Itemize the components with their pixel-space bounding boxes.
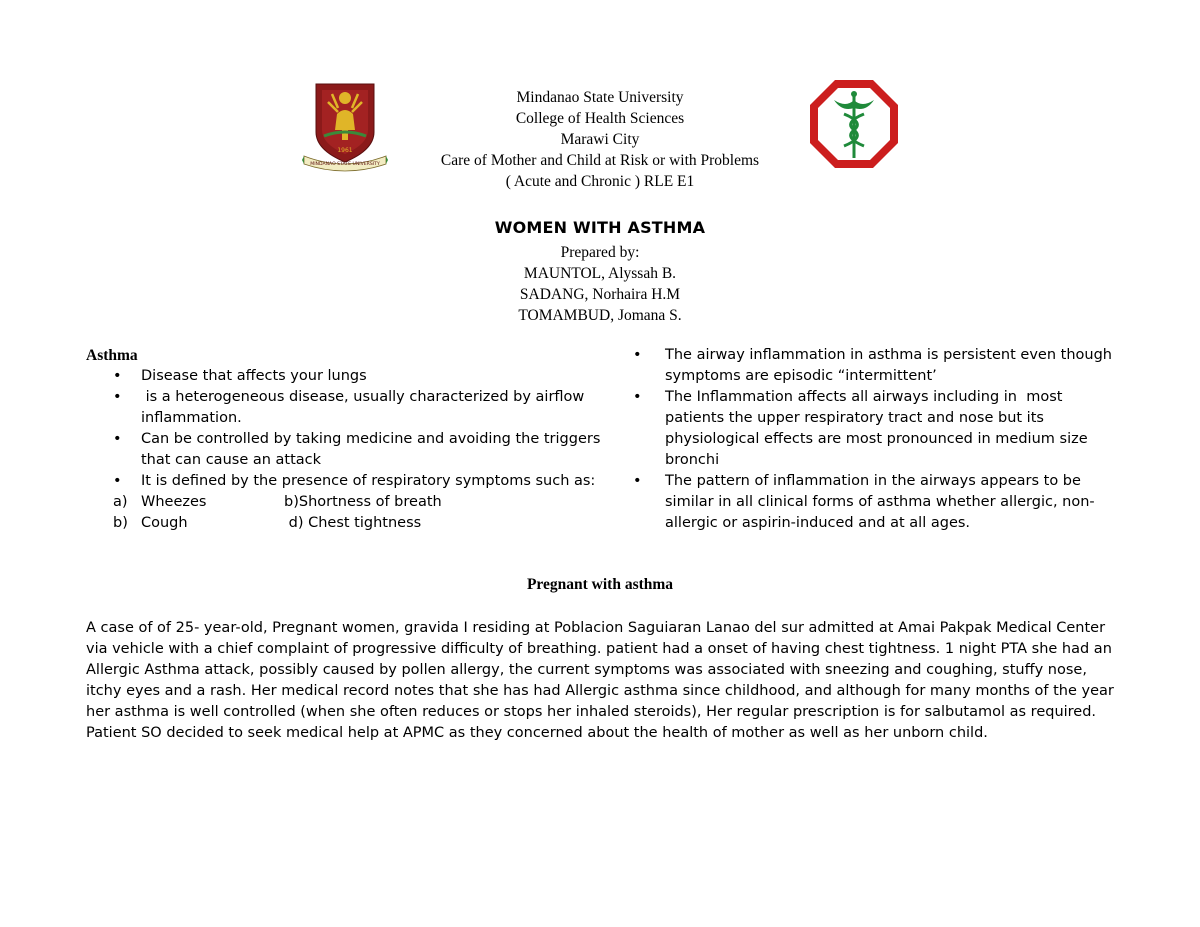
bullet-icon: • [113, 389, 122, 405]
prepared-by-label: Prepared by: [560, 244, 640, 261]
bullet-icon: • [633, 389, 642, 405]
list-item [633, 345, 1123, 387]
bullet-icon: • [113, 431, 122, 447]
document-title: WOMEN WITH ASTHMA [494, 218, 706, 237]
bullet-icon: • [633, 473, 642, 489]
asthma-heading: Asthma [86, 347, 138, 364]
list-item-text: is a heterogeneous disease, usually characterized by airflow inflammation. [141, 389, 589, 426]
list-item [86, 387, 606, 429]
course-code: ( Acute and Chronic ) RLE E1 [505, 173, 695, 190]
city-name: Marawi City [560, 131, 640, 148]
asthma-section [86, 345, 606, 534]
asthma-details-section [633, 345, 1123, 534]
section-heading: Pregnant with asthma [526, 576, 674, 593]
list-item-text: It is defined by the presence of respiratory symptoms such as: [141, 473, 596, 489]
symptoms-list [86, 492, 606, 534]
case-paragraph: A case of of 25- year-old, Pregnant women, gravida I residing at Poblacion Saguiaran Lanao del sur admitted at Amai Pakpak Medical Center via vehicle with a chief complaint of progressive difficulty of breathing. patient had a onset of having chest tightness. 1 night PTA she had an Allergic Asthma attack, possibly caused by pollen allergy, the current symptoms was associated with sneezing and coughing, stuffy nose, itchy eyes and a rash. Her medical record notes that she has had Allergic asthma since childhood, and although for many months of the year her asthma is well controlled (when she often reduces or stops her inhaled steroids), Her regular prescription is for salbutamol as required. Patient SO decided to seek medical help at APMC as they concerned about the health of mother as well as her unborn child. [86, 620, 1114, 741]
bullet-icon: • [113, 473, 122, 489]
symptom-second: d) Chest tightness [284, 515, 422, 531]
symptom-first: Wheezes [141, 494, 207, 510]
author-name: SADANG, Norhaira H.M [519, 286, 681, 303]
list-item [633, 387, 1123, 471]
list-item-text: Can be controlled by taking medicine and avoiding the triggers that can cause an attack [141, 431, 601, 468]
list-item [86, 429, 606, 471]
bullet-icon: • [633, 347, 642, 363]
symptom-row [86, 492, 606, 513]
symptom-row [86, 513, 606, 534]
list-item [86, 471, 606, 492]
symptom-label: b) [113, 515, 128, 531]
symptom-first: Cough [141, 515, 188, 531]
document-header [300, 87, 900, 192]
list-item [633, 471, 1123, 534]
seal-banner: MINDANAO STATE UNIVERSITY [310, 162, 380, 167]
bullet-icon: • [113, 368, 122, 384]
university-name: Mindanao State University [516, 89, 684, 106]
authors-block [300, 242, 900, 326]
details-bullet-list [633, 345, 1123, 534]
college-name: College of Health Sciences [515, 110, 685, 127]
course-name: Care of Mother and Child at Risk or with Problems [440, 152, 760, 169]
list-item-text: The Inflammation affects all airways including in most patients the upper respiratory tract and nose but its physiological effects are most pronounced in medium size bronchi [665, 389, 1093, 468]
list-item-text: The pattern of inflammation in the airways appears to be similar in all clinical forms of asthma whether allergic, non-allergic or aspirin-induced and at all ages. [665, 473, 1095, 531]
list-item-text: The airway inflammation in asthma is persistent even though symptoms are episodic “intermittent’ [665, 347, 1112, 384]
list-item [86, 366, 606, 387]
symptom-second: b)Shortness of breath [284, 494, 442, 510]
asthma-bullet-list [86, 366, 606, 492]
seal-year: 1961 [337, 147, 353, 154]
author-name: TOMAMBUD, Jomana S. [518, 307, 682, 324]
list-item-text: Disease that affects your lungs [141, 368, 367, 384]
author-name: MAUNTOL, Alyssah B. [523, 265, 677, 282]
symptom-label: a) [113, 494, 128, 510]
